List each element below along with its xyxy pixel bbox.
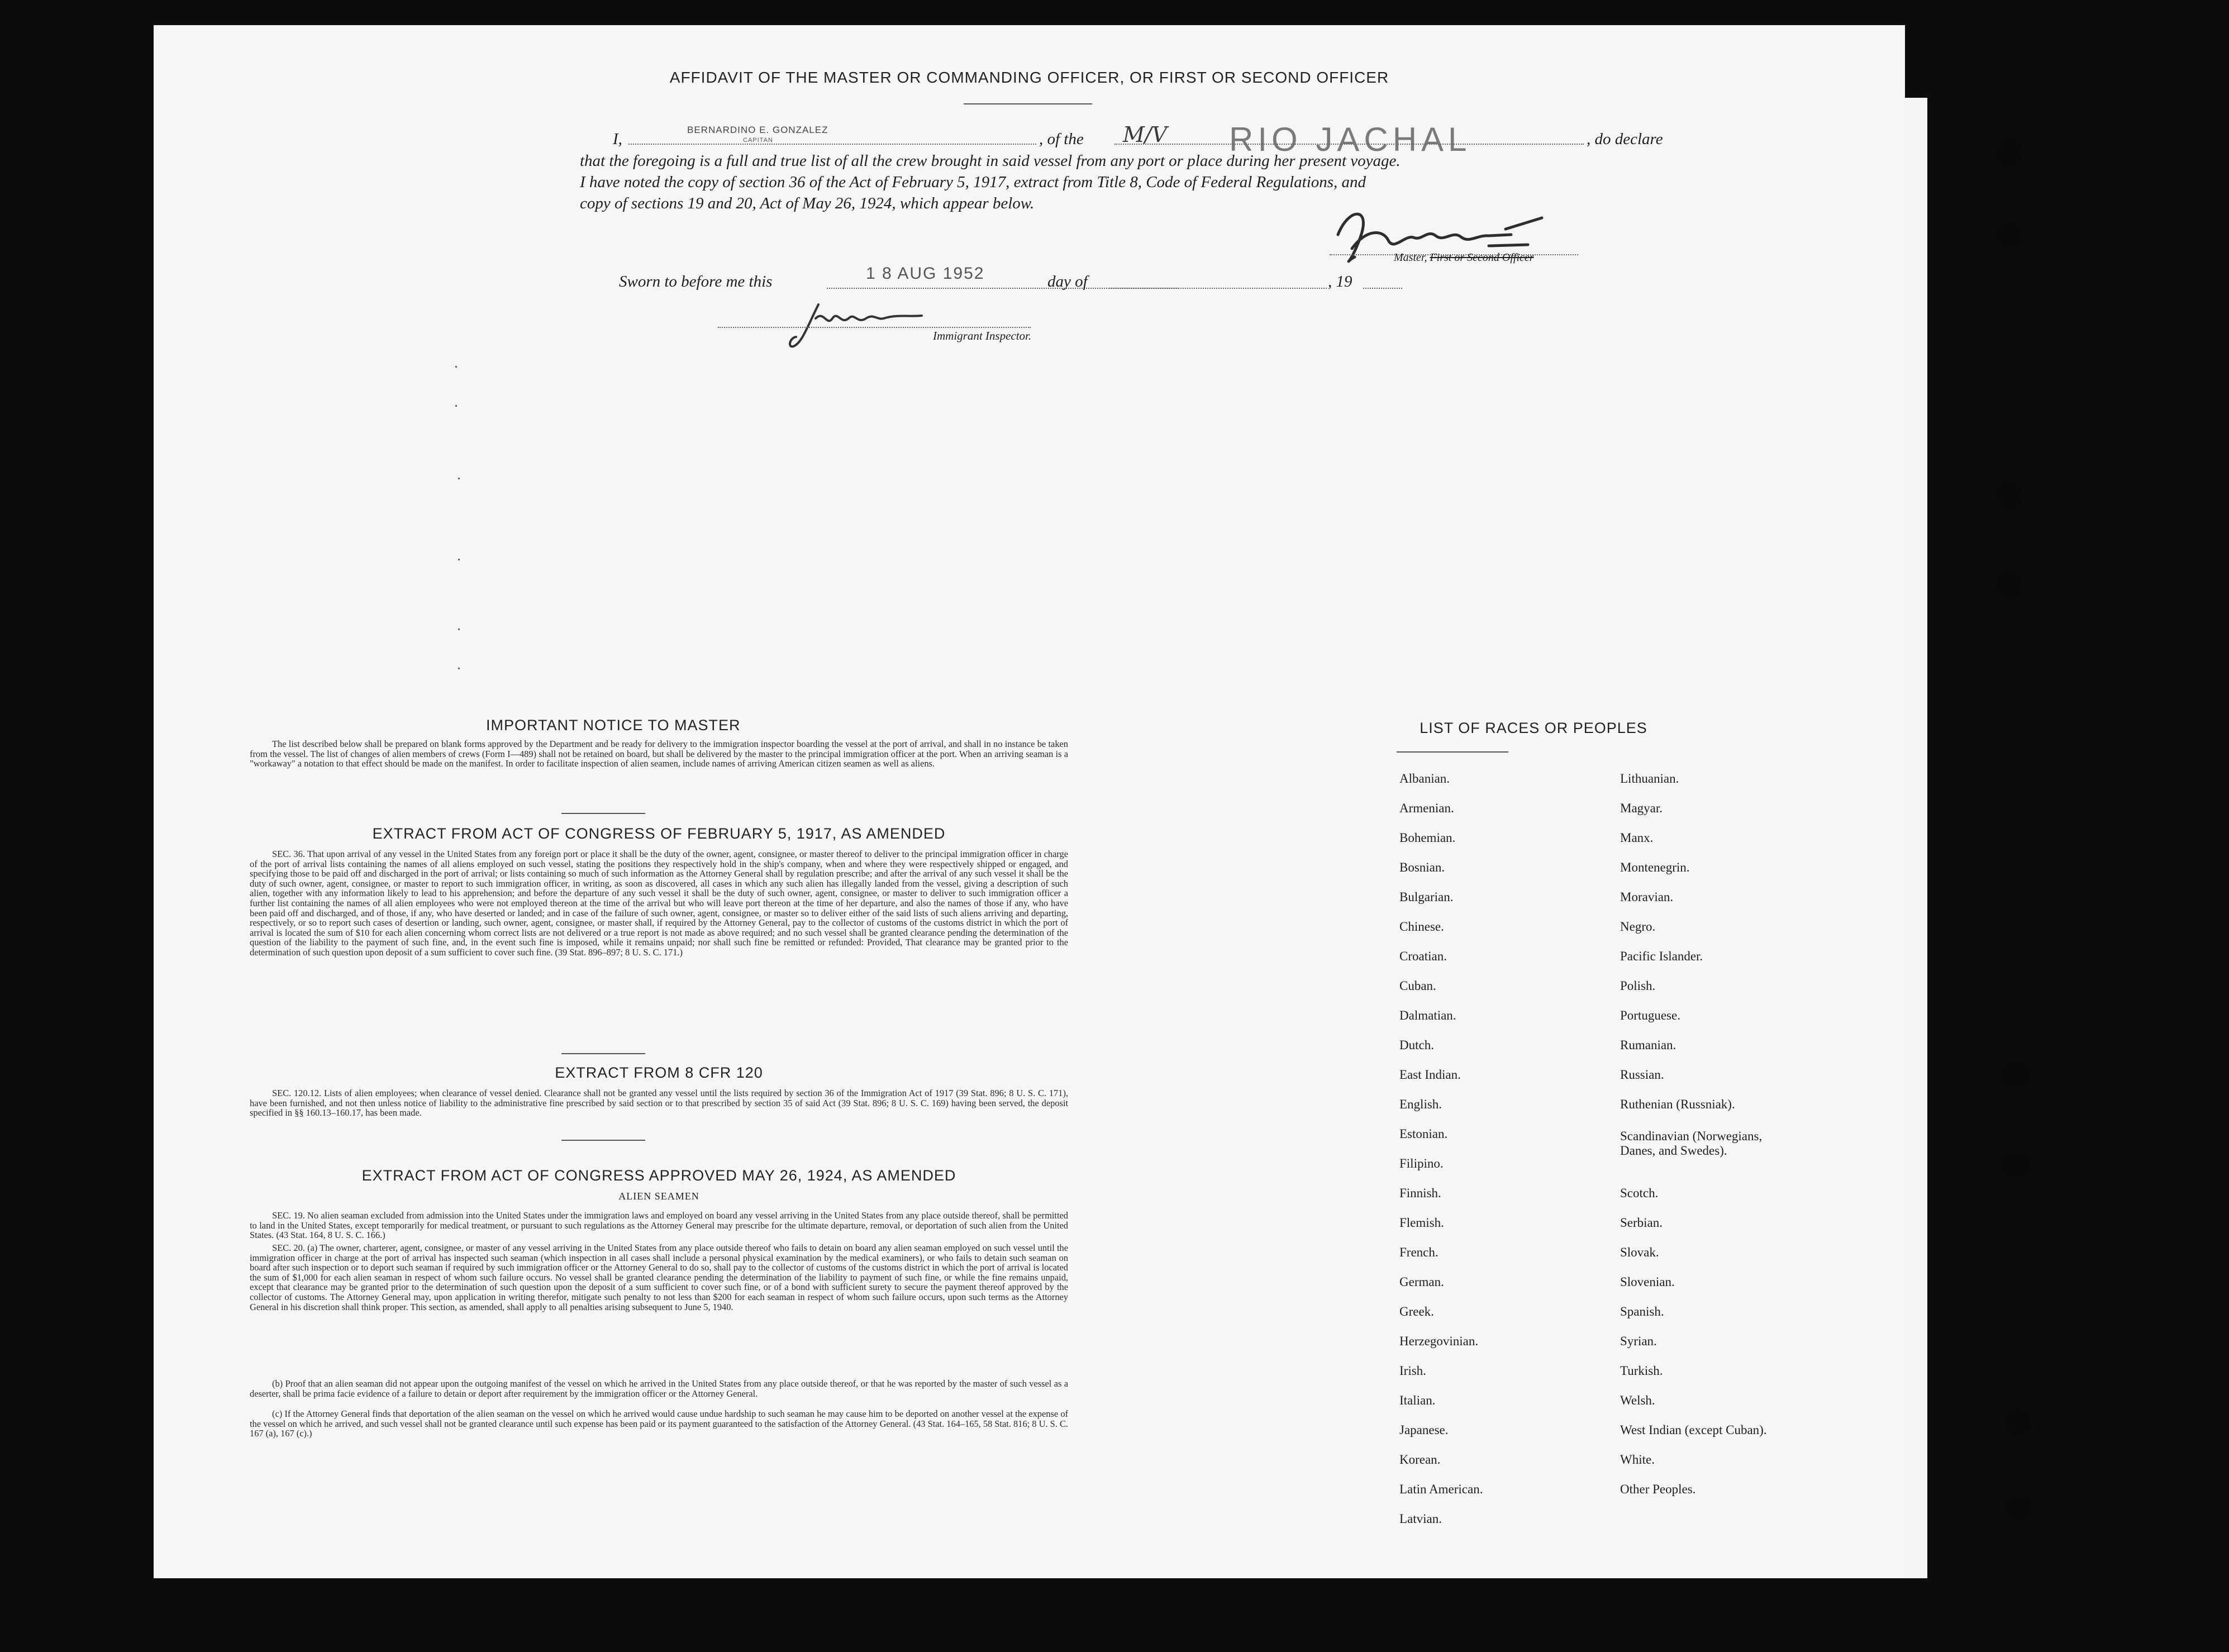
race-item: Moravian. (1620, 890, 1674, 904)
declaration-line-2: that the foregoing is a full and true list of all the crew brought in said vessel from any port or place during her present voyage. (580, 152, 1401, 170)
race-item: Serbian. (1620, 1216, 1663, 1230)
scan-speck (458, 478, 460, 479)
race-item: Filipino. (1399, 1156, 1444, 1170)
race-item: Albanian. (1399, 772, 1450, 785)
sworn-day-label: day of (1047, 273, 1088, 291)
typed-title: CAPITAN (743, 137, 773, 144)
sworn-year-label: , 19 (1328, 273, 1352, 291)
race-item: Irish. (1399, 1364, 1426, 1378)
section-rule (561, 1140, 645, 1141)
declaration-line-4: copy of sections 19 and 20, Act of May 26, 1924, which appear below. (580, 194, 1035, 212)
binder-hole (2002, 1150, 2030, 1178)
race-item: Scandinavian (Norwegians, Danes, and Swedes). (1620, 1129, 1763, 1158)
alien-seamen-subtitle: ALIEN SEAMEN (618, 1191, 699, 1202)
declaration-line-1-mid: , of the (1039, 130, 1084, 148)
binder-hole (1996, 139, 2024, 166)
race-item: Armenian. (1399, 801, 1454, 815)
race-item: Cuban. (1399, 979, 1436, 993)
scan-speck (455, 405, 457, 407)
sworn-month-line (1109, 288, 1327, 289)
race-item: Pacific Islander. (1620, 949, 1703, 963)
races-column-2 (1620, 764, 1782, 1504)
binder-hole (2004, 1408, 2032, 1436)
race-item: Negro. (1620, 920, 1656, 934)
races-title: LIST OF RACES OR PEOPLES (1420, 720, 1647, 736)
date-stamp: 1 8 AUG 1952 (866, 264, 985, 283)
notice-title: IMPORTANT NOTICE TO MASTER (486, 717, 741, 734)
sworn-label: Sworn to before me this (619, 273, 773, 291)
race-item: Korean. (1399, 1453, 1441, 1467)
section-19: SEC. 19. No alien seaman excluded from admission into the United States under the immigration laws and employed on board any vessel arriving in the United States from any place outside thereof, shall be permitted to land in the United States, except temporarily for medical treatment, or pursuant to such regulations as the Attorney General may prescribe for the ultimate departure, removal, or deportation of such alien from the United States. (43 Stat. 164, 8 U. S. C. 166.) (250, 1210, 1068, 1241)
race-item: Magyar. (1620, 801, 1663, 815)
race-item: Bosnian. (1399, 860, 1445, 874)
vessel-fill-line (1114, 144, 1584, 145)
race-item: Flemish. (1399, 1216, 1444, 1230)
race-item: Lithuanian. (1620, 772, 1679, 785)
race-item: Chinese. (1399, 920, 1444, 934)
extract-1917-title: EXTRACT FROM ACT OF CONGRESS OF FEBRUARY 5, 1917, AS AMENDED (372, 825, 946, 842)
declaration-line-1-end: , do declare (1587, 130, 1663, 148)
binder-hole (2004, 1493, 2032, 1521)
binder-hole (2002, 1061, 2030, 1089)
vessel-name-stamp: RIO JACHAL (1229, 121, 1471, 158)
declaration-line-1-start: I, (613, 130, 622, 148)
inspector-signature-line (718, 327, 1031, 328)
race-item: White. (1620, 1453, 1655, 1467)
race-item: Polish. (1620, 979, 1656, 993)
race-item: Herzegovinian. (1399, 1334, 1479, 1348)
race-item: Scotch. (1620, 1186, 1659, 1200)
race-item: West Indian (except Cuban). (1620, 1423, 1767, 1437)
race-item: Dutch. (1399, 1038, 1434, 1052)
extract-1924-title: EXTRACT FROM ACT OF CONGRESS APPROVED MAY 26, 1924, AS AMENDED (361, 1167, 956, 1184)
race-item: Finnish. (1399, 1186, 1441, 1200)
binder-hole (1996, 482, 2024, 510)
race-item: Croatian. (1399, 949, 1447, 963)
vessel-prefix: M/V (1123, 122, 1168, 147)
race-item: Bohemian. (1399, 831, 1456, 845)
binder-hole (1996, 571, 2024, 599)
scan-speck (455, 366, 457, 368)
race-item: German. (1399, 1275, 1444, 1289)
race-item: English. (1399, 1097, 1442, 1111)
race-item: Montenegrin. (1620, 860, 1690, 874)
master-label-text: Master, (1394, 251, 1427, 264)
race-item: Slovenian. (1620, 1275, 1675, 1289)
binder-hole (1996, 221, 2024, 249)
race-item: French. (1399, 1245, 1439, 1259)
sworn-year-line (1363, 288, 1402, 289)
master-label (1394, 251, 1534, 264)
race-item: Latin American. (1399, 1482, 1483, 1496)
document-page (154, 25, 1905, 1578)
race-item: Portuguese. (1620, 1008, 1680, 1022)
scan-speck (458, 559, 460, 560)
scan-speck (458, 629, 460, 630)
extract-cfr-body: SEC. 120.12. Lists of alien employees; when clearance of vessel denied. Clearance shall not be granted any vessel until the lists required by section 36 of the Immigration Act of 1917 (39 Stat. 896; 8 U. S. C. 171), have been furnished, and not then unless notice of liability to the administrative fine prescribed by said section or to that prescribed by section 35 of said Act (39 Stat. 896; 8 U. S. C. 169) having been served, the deposit specified in §§ 160.13–160.17, has been made. (250, 1088, 1068, 1118)
section-20-a: SEC. 20. (a) The owner, charterer, agent, consignee, or master of any vessel arriving in the United States from any place outside thereof who fails to detain on board any alien seaman employed on such vessel until the immigration officer in charge at the port of arrival has inspected such seaman (which inspection in all cases shall include a personal physical examination by the medical examiners), or who fails to detain such seaman on board after such inspection or to deport such seaman if required by such immigration officer or the Attorney General to do so, shall pay to the collector of customs of the customs district in which the port of arrival is located the sum of $1,000 for each alien seaman in respect of whom such failure occurs. No vessel shall be granted clearance pending the determination of the liability to payment of such fine, or while the fine remains unpaid, except that clearance may be granted prior to the determination of such question upon the deposit of a sum sufficient to cover such fine, or of a bond with sufficient surety to secure the payment thereof approved by the collector of customs. The Attorney General may, upon application in writing therefor, mitigate such penalty to not less than $200 for each seaman in respect of whom such failure occurs, upon such terms as the Attorney General in his discretion shall think proper. This section, as amended, shall apply to all penalties arising subsequent to June 5, 1940. (250, 1242, 1068, 1312)
race-item: Russian. (1620, 1068, 1664, 1082)
races-title-rule (1397, 751, 1508, 753)
typed-name: BERNARDINO E. GONZALEZ (687, 125, 828, 135)
extract-cfr-title: EXTRACT FROM 8 CFR 120 (555, 1064, 763, 1081)
race-item: Rumanian. (1620, 1038, 1676, 1052)
race-item: Syrian. (1620, 1334, 1657, 1348)
notice-body: The list described below shall be prepared on blank forms approved by the Department and be ready for delivery to the immigration inspector boarding the vessel at the port of arrival, and shall in no instance be taken from the vessel. The list of changes of alien members of crews (Form I—489) shall not be retained on board, but shall be delivered by the master to the principal immigration officer at the port. When an arriving seaman is a "workaway" a notation to that effect should be made on the manifest. In order to facilitate inspection of alien seamen, include names of arriving American citizen seamen as well as aliens. (250, 739, 1068, 769)
affidavit-title: AFFIDAVIT OF THE MASTER OR COMMANDING OFFICER, OR FIRST OR SECOND OFFICER (669, 69, 1389, 86)
race-item: Manx. (1620, 831, 1654, 845)
race-item: East Indian. (1399, 1068, 1461, 1082)
title-rule (964, 103, 1092, 104)
races-column-1 (1399, 764, 1483, 1534)
race-item: Japanese. (1399, 1423, 1449, 1437)
inspector-signature (785, 293, 930, 355)
declaration-line-3: I have noted the copy of section 36 of the Act of February 5, 1917, extract from Title 8, Code of Federal Regulations, and (580, 173, 1366, 191)
struck-officer-text: First or Second Officer (1430, 251, 1534, 264)
race-item: Ruthenian (Russniak). (1620, 1097, 1735, 1111)
race-item: Turkish. (1620, 1364, 1663, 1378)
name-fill-line (628, 144, 1036, 145)
race-item: Other Peoples. (1620, 1482, 1696, 1496)
race-item: Slovak. (1620, 1245, 1659, 1259)
race-item: Italian. (1399, 1393, 1436, 1407)
section-20-b: (b) Proof that an alien seaman did not appear upon the outgoing manifest of the vessel on which he arrived in the United States from any place outside thereof, or that he was reported by the master of such vessel as a deserter, shall be prima facie evidence of a failure to detain or deport after requirement by the immigration officer or the Attorney General. (250, 1378, 1068, 1399)
scan-speck (458, 668, 460, 669)
race-item: Estonian. (1399, 1127, 1448, 1141)
race-item: Spanish. (1620, 1305, 1664, 1318)
section-20-c: (c) If the Attorney General finds that deportation of the alien seaman on the vessel on which he arrived would cause undue hardship to such seaman he may cause him to be deported on another vessel at the expense of the vessel on which he arrived, and such vessel shall not be granted clearance until such expense has been paid or its payment guaranteed to the satisfaction of the Attorney General. (43 Stat. 164–165, 58 Stat. 816; 8 U. S. C. 167 (a), 167 (c).) (250, 1408, 1068, 1439)
section-rule (561, 813, 645, 814)
section-rule (561, 1053, 645, 1054)
race-item: Welsh. (1620, 1393, 1655, 1407)
extract-1917-body: SEC. 36. That upon arrival of any vessel in the United States from any foreign port or place it shall be the duty of the owner, agent, consignee, or master thereof to deliver to the principal immigration officer in charge of the port of arrival lists containing the names of all aliens employed on such vessel, stating the positions they respectively hold in the ship's company, when and where they were respectively shipped or engaged, and specifying those to be paid off and discharged in the port of arrival; or lists containing so much of such information as the Attorney General shall by regulation prescribe; and after the arrival of any such vessel it shall be the duty of such owner, agent, consignee, or master to report to such immigration officer, in writing, as soon as discovered, all cases in which any such alien has illegally landed from the vessel, giving a description of such alien, together with any information likely to lead to his apprehension; and before the departure of any such vessel it shall be the duty of such owner, agent, consignee, or master to deliver to such immigration officer a further list containing the names of all alien employees who were not employed thereon at the time of the arrival but who will leave port thereon at the time of her departure, and also the names of those if any, who have been paid off and discharged, and of those, if any, who have deserted or landed; and in case of the failure of such owner, agent, consignee, or master so to deliver either of the said lists of such aliens arriving and departing, respectively, or so to report such cases of desertion or landing, such owner, agent, consignee, or master shall, if required by the Attorney General, pay to the collector of customs of the customs district in which the port of arrival is located the sum of $10 for each alien concerning whom correct lists are not delivered or a true report is not made as above required; and no such vessel shall be granted clearance pending the determination of the question of the liability to the payment of such fine, and, in the event such fine is imposed, while it remains unpaid; nor shall such fine be remitted or refunded: Provided, That clearance may be granted prior to the determination of such question upon deposit of a sum sufficient to cover such fine. (39 Stat. 896–897; 8 U. S. C. 171.) (250, 849, 1068, 958)
race-item: Latvian. (1399, 1512, 1442, 1526)
race-item: Dalmatian. (1399, 1008, 1456, 1022)
race-item: Bulgarian. (1399, 890, 1454, 904)
inspector-label: Immigrant Inspector. (933, 329, 1032, 342)
race-item: Greek. (1399, 1305, 1434, 1318)
